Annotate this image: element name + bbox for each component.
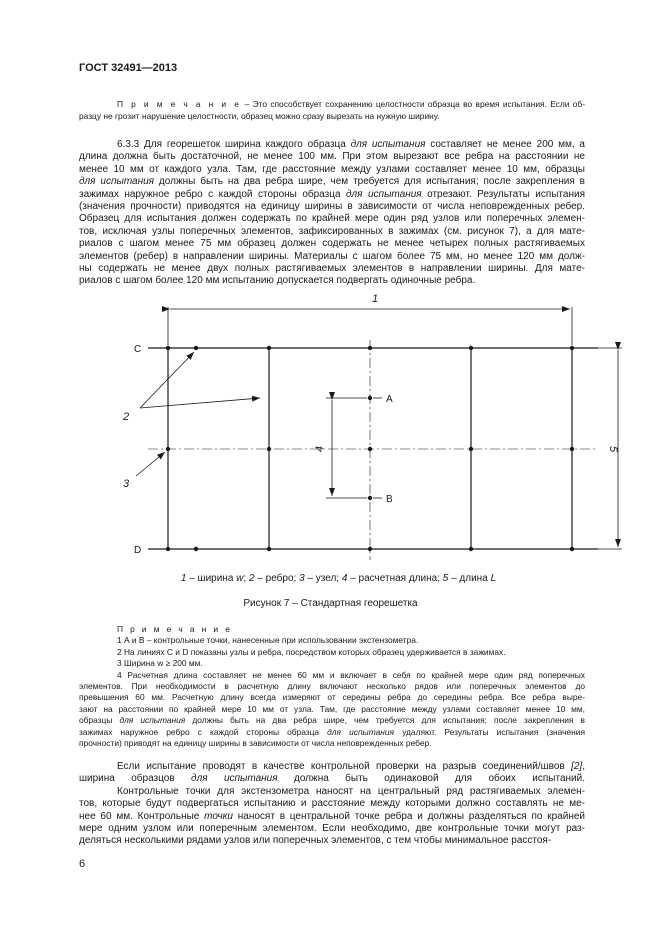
paragraph-6-3-3-seg: 6.3.3 Для георешеток ширина каждого образца bbox=[117, 139, 351, 150]
paragraph-extensometer-seg: точки bbox=[204, 810, 233, 822]
dimension-gauge-length bbox=[326, 398, 382, 498]
figure-note-1: 1 А и В – контрольные точки, нанесенные при использовании экстензометра. bbox=[117, 635, 419, 646]
legend-w: w bbox=[236, 573, 244, 584]
figure-title: Рисунок 7 – Стандартная георешетка bbox=[243, 598, 418, 609]
legend-2-num: 2 bbox=[248, 573, 255, 584]
paragraph-extensometer-seg: ширина образцов bbox=[79, 773, 192, 785]
paragraph-extensometer-seg: [2] bbox=[571, 761, 583, 772]
label-c: C bbox=[134, 344, 142, 355]
figure-note-2: 2 На линиях С и D показаны узлы и ребра, посредством которых образец удерживается в зажимах. bbox=[117, 646, 506, 657]
paragraph-extensometer-line-2 bbox=[79, 773, 585, 785]
paragraph-extensometer-seg: наносят в центральной точке ребра и должны разделяться по крайней bbox=[232, 810, 585, 822]
paragraph-extensometer-seg: нее 60 мм. Контрольные bbox=[79, 810, 205, 822]
paragraph-6-3-3-seg: риалов с шагом более 120 мм испытанию допускается подвергать одиночные ребра. bbox=[79, 275, 476, 287]
paragraph-6-3-3-seg: риалов с шагом менее 75 мм образец должен содержать не менее четырех полных растягиваемых bbox=[79, 238, 585, 250]
legend-1-text: – ширина bbox=[186, 573, 237, 584]
paragraph-extensometer-seg: для испытания bbox=[191, 773, 278, 785]
legend-1-num: 1 bbox=[180, 573, 187, 584]
paragraph-extensometer-line-1 bbox=[79, 761, 585, 773]
paragraph-extensometer bbox=[79, 761, 585, 848]
figure-note-4 bbox=[79, 670, 585, 750]
paragraph-6-3-3-seg: для испытания bbox=[346, 188, 422, 200]
paragraph-6-3-3-seg: менее 10 мм от каждого узла. Там, где расстояние между узлами составляет менее 10 мм, образцы bbox=[79, 163, 585, 175]
note-1-text: – Это способствует сохранению целостности образца во время испытания. Если об- bbox=[241, 99, 586, 109]
paragraph-extensometer-seg: деляться несколькими рядами узлов или поперечных элементов, с тем чтобы минимальное расстоя- bbox=[79, 835, 552, 847]
paragraph-6-3-3-seg: тов, исключая узлы поперечных элементов, зафиксированных в зажимах (см. рисунок 7), а для мате- bbox=[79, 225, 585, 237]
figure-note-4-seg: для испытания bbox=[119, 715, 186, 726]
figure-note-4-line-2 bbox=[79, 681, 585, 692]
paragraph-6-3-3-seg: длина должна быть достаточной, не менее 100 мм. При этом вырезают все ребра на расстоянии не bbox=[79, 151, 585, 163]
paragraph-6-3-3-seg: для испытания bbox=[350, 139, 426, 150]
figure-note-3: 3 Ширина w ≥ 200 мм. bbox=[117, 658, 203, 669]
paragraph-6-3-3-seg: ны содержать не менее двух полных растягиваемых элементов в направлении ширины. Для мате- bbox=[79, 263, 585, 275]
figure-note-4-seg: зают на расстоянии по крайней мере 10 мм от узла. Там, где расстояние между узлами составляет менее 10 мм, bbox=[79, 703, 585, 714]
paragraph-extensometer-seg: тов, которые будут подвергаться испытанию и расстояние между которыми должно составлять не ме- bbox=[79, 798, 585, 810]
legend-2-text: – ребро; bbox=[254, 573, 300, 584]
paragraph-extensometer-line-3 bbox=[79, 786, 585, 798]
paragraph-6-3-3-seg: элементов (ребер) в направлении ширины. Материалы с шагом более 75 мм, но менее 120 мм долж- bbox=[79, 250, 585, 262]
paragraph-6-3-3-seg: отрезают. Результаты испытания bbox=[421, 188, 585, 200]
document-header: ГОСТ 32491—2013 bbox=[79, 62, 178, 74]
paragraph-6-3-3-seg: Образец для испытания должен содержать по крайней мере один ряд узлов или поперечных элемен- bbox=[79, 213, 585, 225]
paragraph-extensometer-seg: мере одним узлом или поперечным элементом. Если необходимо, две контрольные точки могут раз- bbox=[79, 823, 585, 835]
label-3: 3 bbox=[123, 478, 130, 490]
paragraph-extensometer-seg: Контрольные точки для экстензометра наносят на центральный ряд растягиваемых элемен- bbox=[117, 785, 585, 797]
figure-note-4-line-7 bbox=[79, 738, 585, 749]
legend-5-num: 5 bbox=[442, 573, 449, 584]
figure-note-4-seg: зажимах наружное ребро с каждой стороны образца bbox=[79, 726, 328, 737]
paragraph-extensometer-line-7 bbox=[79, 835, 585, 847]
page-number: 6 bbox=[79, 858, 86, 870]
figure-notes bbox=[79, 624, 585, 749]
figure-note-4-seg: для испытания bbox=[327, 726, 395, 737]
legend-4-num: 4 bbox=[341, 573, 348, 584]
figure-note-4-seg: прочности) приводят на единицу ширины в зависимости от числа неповрежденных ребер. bbox=[79, 738, 432, 749]
figure-note-4-seg: должны быть на два ребра шире, чем требуется для испытания; после закрепления в bbox=[185, 715, 585, 726]
label-d: D bbox=[134, 545, 142, 556]
paragraph-extensometer-line-5 bbox=[79, 811, 585, 823]
legend-4-text: – расчетная длина; bbox=[347, 573, 443, 584]
legend-5-text: – длина bbox=[448, 573, 491, 584]
paragraph-6-3-3-seg: составляет не менее 200 мм, а bbox=[425, 139, 585, 150]
paragraph-extensometer-seg: Если испытание проводят в качестве контрольной проверки на разрыв соединений/швов bbox=[117, 761, 572, 772]
note-1-line-2: разцу не грозит нарушение целостности, образец можно сразу вырезать на нужную ширину. bbox=[79, 111, 440, 121]
leader-lines bbox=[136, 352, 260, 476]
legend-sep: ; bbox=[243, 573, 249, 584]
legend-3-text: – узел; bbox=[304, 573, 342, 584]
paragraph-extensometer-line-4 bbox=[79, 798, 585, 810]
label-a: A bbox=[386, 394, 393, 405]
figure-note-4-seg: превышения 60 мм. Расчетную длину всегда измеряют от середины ребра до середины ребра. Все ребра выре- bbox=[79, 692, 585, 703]
geogrid bbox=[148, 340, 598, 560]
paragraph-6-3-3-seg: (значения прочности) приводятся на единицу ширины в зависимости от числа неповрежденных ребер. bbox=[79, 201, 585, 213]
figure-note-4-seg: удаляют. Результаты испытания (значения bbox=[394, 726, 585, 737]
figure-notes-heading: П р и м е ч а н и е bbox=[117, 624, 233, 634]
figure-legend bbox=[8, 573, 661, 584]
figure-note-4-line-3 bbox=[79, 692, 585, 703]
label-1: 1 bbox=[372, 293, 379, 305]
paragraph-extensometer-line-6 bbox=[79, 823, 585, 835]
paragraph-6-3-3-seg: для испытания bbox=[79, 176, 155, 188]
label-b: B bbox=[386, 494, 393, 505]
figure-note-4-line-6 bbox=[79, 727, 585, 738]
label-5: 5 bbox=[607, 445, 619, 453]
figure-note-4-seg: 4 Расчетная длина составляет не менее 60 мм и включает в себя по крайней мере один ряд поперечных bbox=[117, 669, 585, 680]
paragraph-extensometer-seg: должна быть одинаковой для обоих испытаний. bbox=[277, 773, 585, 785]
legend-3-num: 3 bbox=[299, 573, 305, 584]
figure-note-4-seg: образцы bbox=[79, 715, 120, 726]
note-1-label: П р и м е ч а н и е bbox=[117, 99, 242, 109]
label-2: 2 bbox=[123, 411, 130, 423]
paragraph-6-3-3-seg: зажимах наружное ребро с каждой стороны образца bbox=[79, 188, 346, 200]
dimension-width bbox=[168, 307, 572, 345]
figure-note-4-line-1 bbox=[79, 670, 585, 681]
figure-note-4-seg: элементов. При необходимости в расчетную длину включают несколько рядов или поперечных элементов до bbox=[79, 681, 585, 692]
legend-L: L bbox=[490, 573, 497, 584]
label-4: 4 bbox=[314, 445, 326, 453]
figure-note-4-line-4 bbox=[79, 704, 585, 715]
figure-note-4-line-5 bbox=[79, 715, 585, 726]
paragraph-extensometer-seg: , bbox=[582, 761, 585, 772]
paragraph-6-3-3-seg: должны быть на два ребра шире, чем требуется для испытания; после закрепления в bbox=[154, 176, 585, 188]
